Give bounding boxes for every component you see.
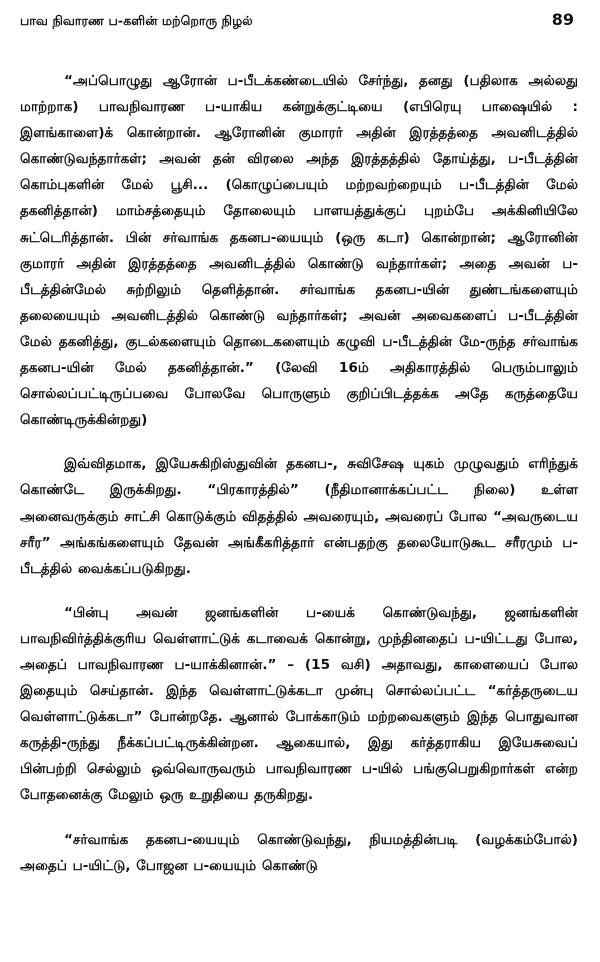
page-number: 89 xyxy=(551,10,574,29)
running-header xyxy=(20,10,578,44)
paragraph-gospel-age: இவ்விதமாக, இயேசுகிறிஸ்துவின் தகனப-, சுவிசேஷ யுகம் முழுவதும் எரிந்துக் கொண்டே இருக்கிறது. “பிரகாரத்தில்” (நீதிமானாக்கப்பட்ட நிலை) உள்ள அனைவருக்கும் சாட்சி கொடுக்கும் விதத்தில் அவரையும், அவரைப் போல “அவருடைய சரீர” அங்கங்களையும் தேவன் அங்கீகரித்தார் என்பதற்கு தலையோடுகூட சரீரமும் ப-பீடத்தில் வைக்கப்படுகிறது. xyxy=(20,456,578,577)
paragraph-continuation: “சர்வாங்க தகனப-யையும் கொண்டுவந்து, நியமத்தின்படி (வழக்கம்போல்) அதைப் ப-யிட்டு, போஜன ப-யையும் கொண்டு xyxy=(20,831,578,874)
paragraph-burnt-offering-quote: “அப்பொழுது ஆரோன் ப-பீடக்கண்டையில் சேர்ந்து, தனது (பதிலாக அல்லது மாற்றாக) பாவநிவாரண ப-யாகிய கன்றுக்குட்டியை (எபிரெயு பாஷையில் : இளங்காளை)க் கொன்றான். ஆரோனின் குமாரர் அதின் இரத்தத்தை அவனிடத்தில் கொண்டுவந்தார்கள்; அவன் தன் விரலை அந்த இரத்தத்தில் தோய்த்து, ப-பீடத்தின் கொம்புகளின் மேல் பூசி... (கொழுப்பையும் மற்றவற்றையும் ப-பீடத்தின் மேல் தகனித்தான்) மாம்சத்தையும் தோலையும் பாளயத்துக்குப் புறம்பே அக்கினியிலே சுட்டெரித்தான். பின் சர்வாங்க தகனப-யையும் (ஒரு கடா) கொன்றான்; ஆரோனின் குமாரர் அதின் இரத்தத்தை அவனிடத்தில் கொண்டு வந்தார்கள்; அதை அவன் ப-பீடத்தின்மேல் சுற்றிலும் தெளித்தான். சர்வாங்க தகனப-யின் துண்டங்களையும் தலையையும் அவனிடத்தில் கொண்டு வந்தார்கள்; அவன் அவைகளைப் ப-பீடத்தின் மேல் தகனித்து, குடல்களையும் தொடைகளையும் கழுவி ப-பீடத்தின் மே-ருந்த சர்வாங்க தகனப-யின் மேல் தகனித்தான்.” (லேவி 16ம் அதிகாரத்தில் பெரும்பாலும் சொல்லப்பட்டிருப்பவை போலவே பொருளும் குறிப்பிடத்தக்க அதே கருத்தையே கொண்டிருக்கின்றது) xyxy=(20,73,578,429)
body-text xyxy=(20,68,578,879)
paragraph-peoples-offering: “பின்பு அவன் ஜனங்களின் ப-யைக் கொண்டுவந்து, ஜனங்களின் பாவநிவிர்த்திக்குரிய வெள்ளாட்டுக் கடாவைக் கொன்று, முந்தினதைப் ப-யிட்டது போல, அதைப் பாவநிவாரண ப-யாக்கினான்.” – (15 வசி) அதாவது, காளையைப் போல இதையும் செய்தான். இந்த வெள்ளாட்டுக்கடா முன்பு சொல்லப்பட்ட “கர்த்தருடைய வெள்ளாட்டுக்கடா” போன்றதே. ஆனால் போக்காடும் மற்றவைகளும் இந்த பொதுவான கருத்தி-ருந்து நீக்கப்பட்டிருக்கின்றன. ஆகையால், இது கர்த்தராகிய இயேசுவைப் பின்பற்றி செல்லும் ஒவ்வொருவரும் பாவநிவாரண ப-யில் பங்குபெறுகிறார்கள் என்ற போதனைக்கு மேலும் ஒரு உறுதியை தருகிறது. xyxy=(20,604,578,804)
running-title: பாவ நிவாரண ப-களின் மற்றொரு நிழல் xyxy=(20,13,253,28)
